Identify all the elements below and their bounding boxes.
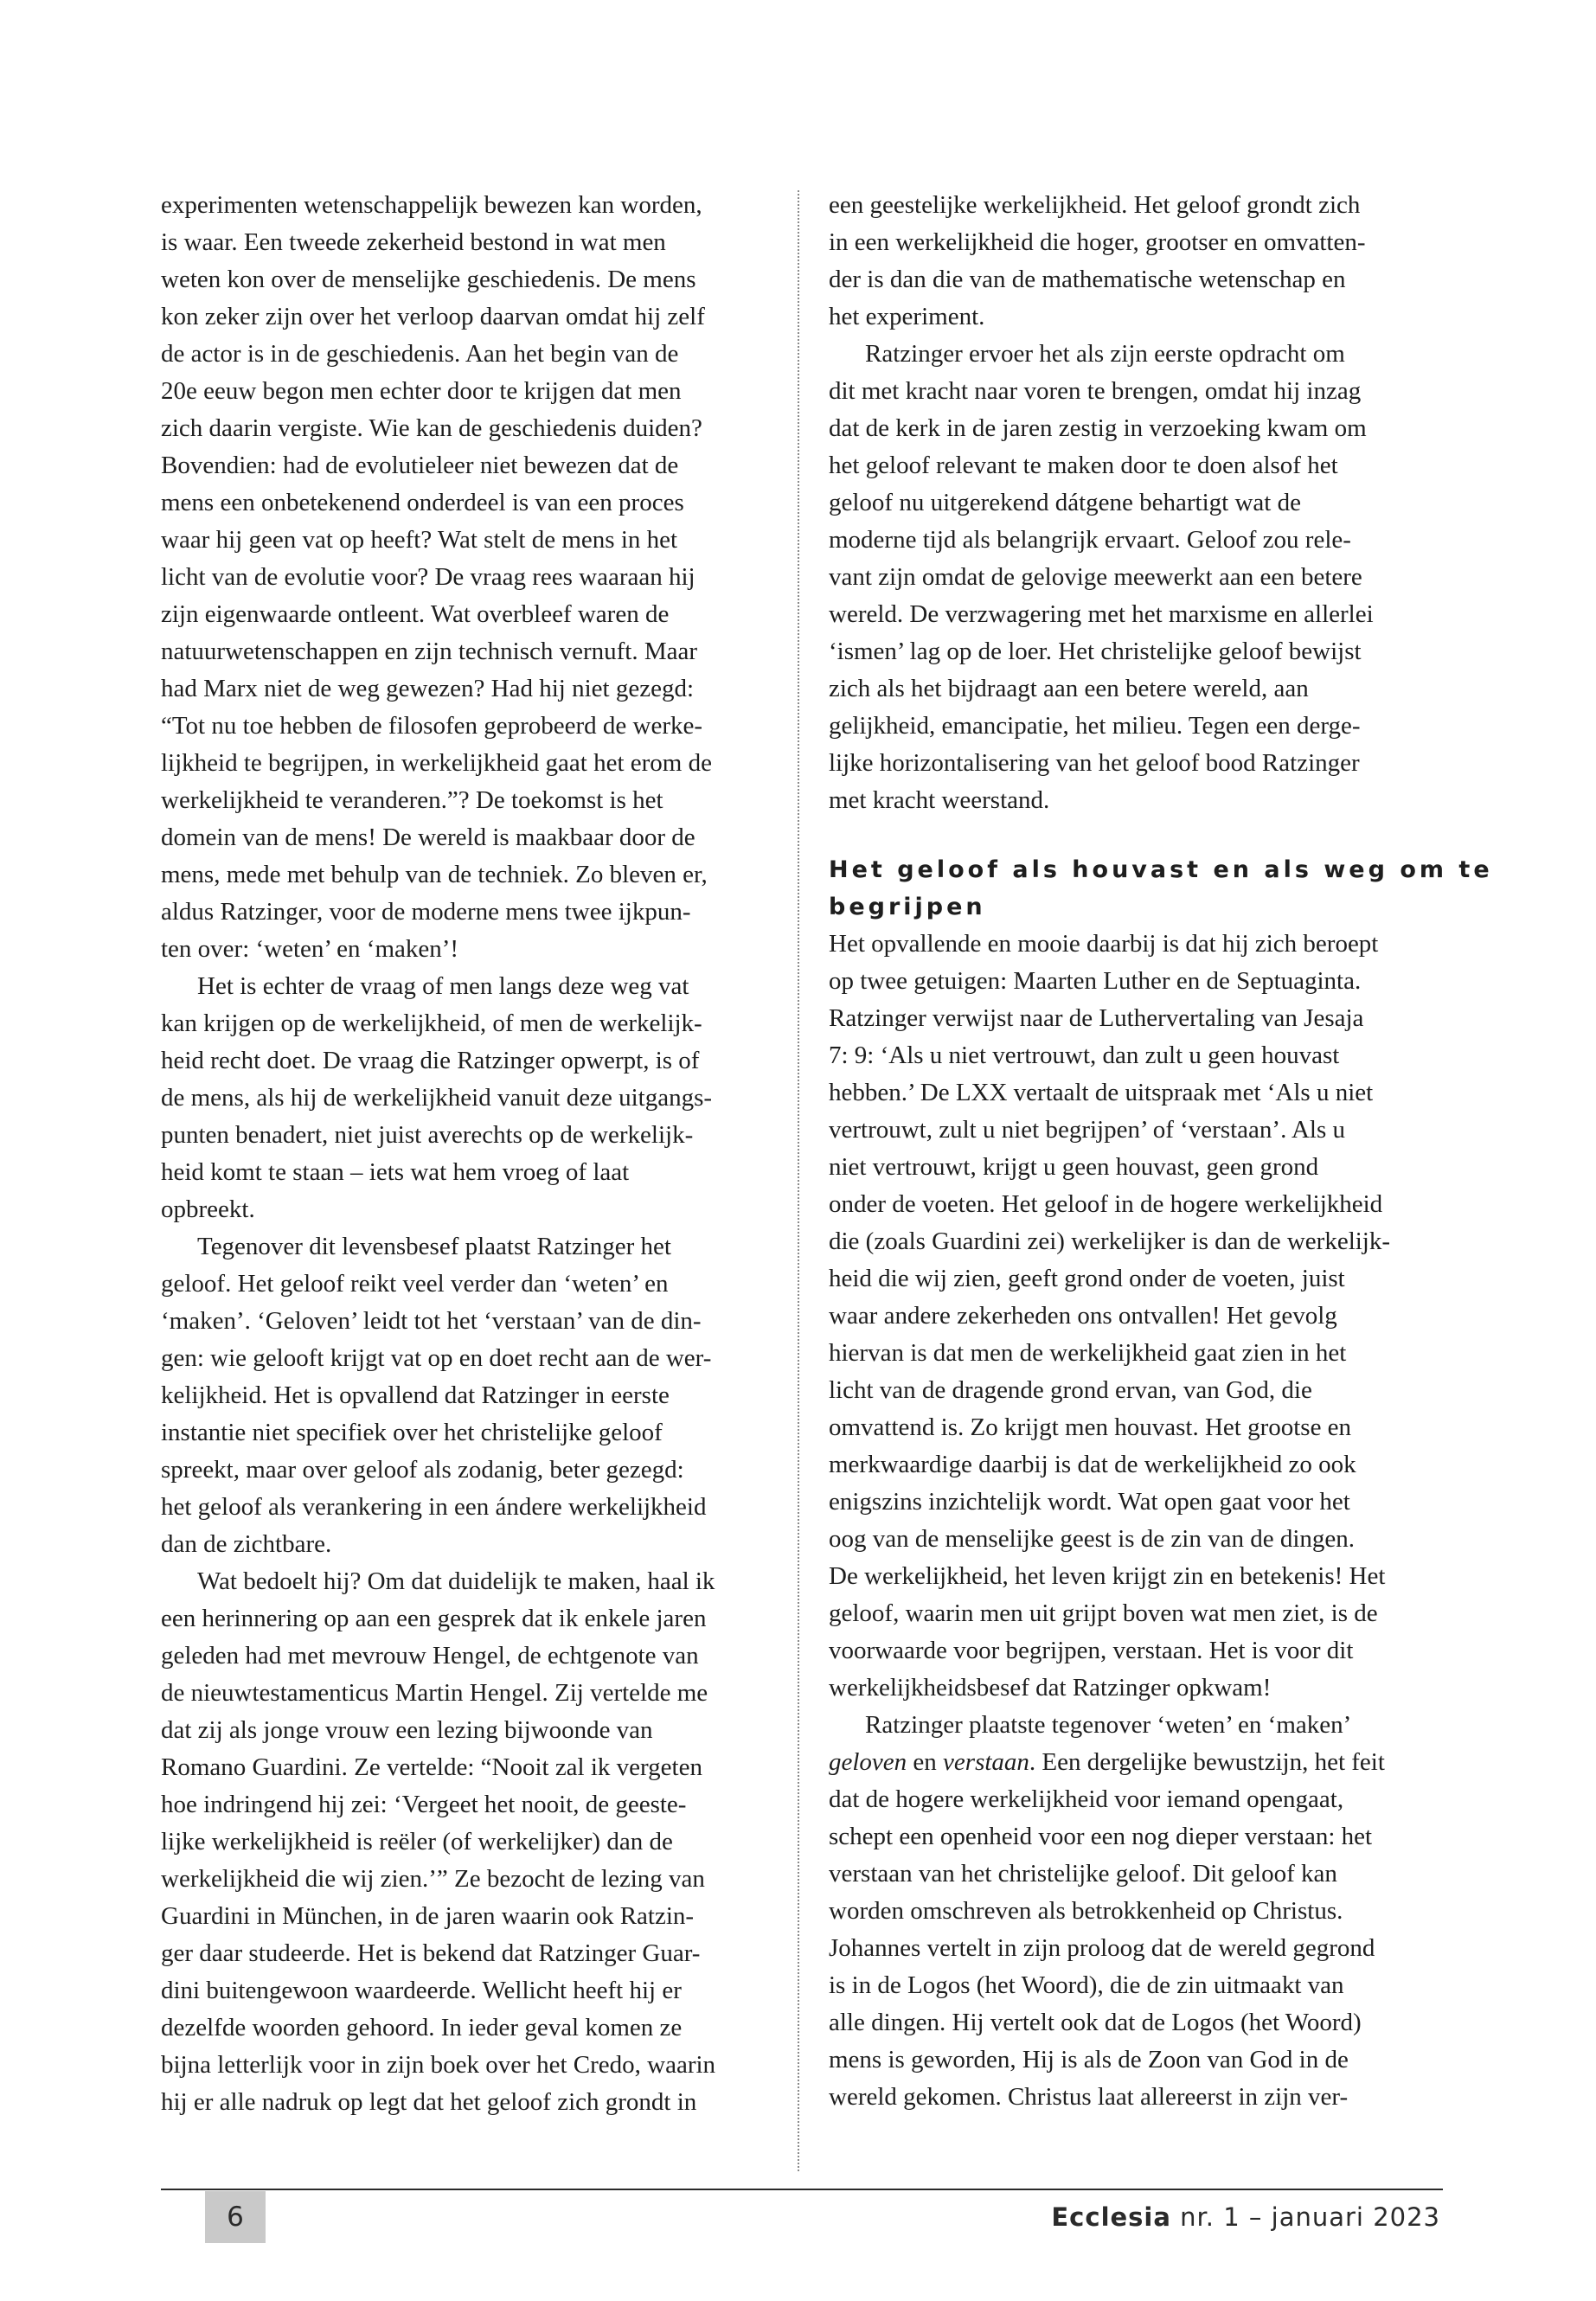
text-line: heid komt te staan – iets wat hem vroeg of laat: [161, 1158, 630, 1186]
text-line: dan de zichtbare.: [161, 1530, 332, 1558]
text-fragment: en: [907, 1748, 944, 1776]
text-line: 7: 9: ‘Als u niet vertrouwt, dan zult u geen houvast: [829, 1042, 1340, 1069]
text-line: niet vertrouwt, krijgt u geen houvast, geen grond: [829, 1153, 1319, 1181]
text-line: geloof. Het geloof reikt veel verder dan ‘weten’ en: [161, 1270, 669, 1298]
text-line: dit met kracht naar voren te brengen, omdat hij inzag: [829, 377, 1362, 405]
text-line: mens is geworden, Hij is als de Zoon van God in de: [829, 2046, 1349, 2073]
text-line: gen: wie gelooft krijgt vat op en doet recht aan de wer-: [161, 1344, 712, 1372]
text-line: dat zij als jonge vrouw een lezing bijwoonde van: [161, 1716, 653, 1744]
text-line: vant zijn omdat de gelovige meewerkt aan een betere: [829, 563, 1362, 591]
right-column-top-text: [829, 187, 1443, 819]
text-line: een geestelijke werkelijkheid. Het geloof grondt zich: [829, 191, 1361, 219]
text-line: ‘maken’. ‘Geloven’ leidt tot het ‘verstaan’ van de din-: [161, 1307, 702, 1335]
text-line: mens een onbetekenend onderdeel is van een proces: [161, 489, 684, 516]
text-line: het geloof als verankering in een ándere werkelijkheid: [161, 1493, 707, 1521]
text-line: hiervan is dat men de werkelijkheid gaat zien in het: [829, 1339, 1347, 1367]
text-line: een herinnering op aan een gesprek dat ik enkele jaren: [161, 1605, 707, 1632]
text-line: omvattend is. Zo krijgt men houvast. Het grootse en: [829, 1413, 1352, 1441]
text-line: weten kon over de menselijke geschiedenis. De mens: [161, 266, 696, 293]
text-line: werkelijkheidsbesef dat Ratzinger opkwam!: [829, 1674, 1272, 1702]
text-line: Ratzinger verwijst naar de Luthervertaling van Jesaja: [829, 1004, 1364, 1032]
text-line: Het is echter de vraag of men langs deze weg vat: [197, 972, 689, 1000]
text-line: Ratzinger plaatste tegenover ‘weten’ en ‘maken’: [865, 1711, 1352, 1739]
text-line: dezelfde woorden gehoord. In ieder geval komen ze: [161, 2014, 683, 2041]
text-line: Romano Guardini. Ze vertelde: “Nooit zal ik vergeten: [161, 1753, 702, 1781]
text-line: Wat bedoelt hij? Om dat duidelijk te maken, haal ik: [197, 1567, 715, 1595]
text-line: werkelijkheid te veranderen.”? De toekomst is het: [161, 786, 663, 814]
text-line: instantie niet specifiek over het christelijke geloof: [161, 1419, 663, 1446]
text-line: het geloof relevant te maken door te doen alsof het: [829, 452, 1338, 479]
text-line: mens, mede met behulp van de techniek. Zo bleven er,: [161, 861, 708, 888]
text-line: experimenten wetenschappelijk bewezen kan worden,: [161, 191, 702, 219]
text-line: worden omschreven als betrokkenheid op Christus.: [829, 1897, 1343, 1925]
text-line: wereld. De verzwagering met het marxisme en allerlei: [829, 600, 1374, 628]
footer-citation: [1051, 2202, 1440, 2232]
text-line: kan krijgen op de werkelijkheid, of men de werkelijk-: [161, 1009, 702, 1037]
section-gap: [829, 819, 1443, 851]
text-line: moderne tijd als belangrijk ervaart. Geloof zou rele-: [829, 526, 1351, 554]
text-line: wereld gekomen. Christus laat allereerst in zijn ver-: [829, 2083, 1349, 2111]
text-line: dat de kerk in de jaren zestig in verzoeking kwam om: [829, 414, 1367, 442]
text-line: schept een openheid voor een nog dieper verstaan: het: [829, 1823, 1373, 1850]
text-line: zich als het bijdraagt aan een betere wereld, aan: [829, 675, 1309, 702]
text-line: licht van de evolutie voor? De vraag rees waaraan hij: [161, 563, 695, 591]
section-heading-line-1: Het geloof als houvast en als weg om te: [829, 856, 1493, 883]
text-line: der is dan die van de mathematische wetenschap en: [829, 266, 1346, 293]
text-line: de nieuwtestamenticus Martin Hengel. Zij vertelde me: [161, 1679, 708, 1707]
text-line: Het opvallende en mooie daarbij is dat hij zich beroept: [829, 930, 1379, 958]
text-line: voorwaarde voor begrijpen, verstaan. Het is voor dit: [829, 1637, 1354, 1664]
text-line: dat de hogere werkelijkheid voor iemand opengaat,: [829, 1785, 1344, 1813]
text-line: waar hij geen vat op heeft? Wat stelt de mens in het: [161, 526, 678, 554]
text-line: geloof, waarin men uit grijpt boven wat men ziet, is de: [829, 1599, 1378, 1627]
text-line: ger daar studeerde. Het is bekend dat Ratzinger Guar-: [161, 1939, 701, 1967]
text-line: heid recht doet. De vraag die Ratzinger opwerpt, is of: [161, 1047, 700, 1074]
text-line: Tegenover dit levensbesef plaatst Ratzinger het: [197, 1233, 671, 1260]
text-line: de actor is in de geschiedenis. Aan het begin van de: [161, 340, 679, 368]
footer-rule: [161, 2189, 1443, 2190]
text-line: enigszins inzichtelijk wordt. Wat open gaat voor het: [829, 1488, 1350, 1516]
text-line: ‘ismen’ lag op de loer. Het christelijke geloof bewijst: [829, 638, 1362, 665]
journal-name: Ecclesia: [1051, 2202, 1171, 2232]
text-line: lijke werkelijkheid is reëler (of werkelijker) dan de: [161, 1828, 673, 1856]
text-line: kon zeker zijn over het verloop daarvan omdat hij zelf: [161, 303, 705, 330]
text-line: alle dingen. Hij vertelt ook dat de Logos (het Woord): [829, 2009, 1362, 2036]
text-line: kelijkheid. Het is opvallend dat Ratzinger in eerste: [161, 1381, 670, 1409]
text-line: domein van de mens! De wereld is maakbaar door de: [161, 824, 695, 851]
text-line: “Tot nu toe hebben de filosofen geprobeerd de werke-: [161, 712, 703, 740]
italic-word: verstaan: [943, 1748, 1029, 1776]
text-line: spreekt, maar over geloof als zodanig, beter gezegd:: [161, 1456, 684, 1484]
page-number: 6: [227, 2202, 244, 2233]
text-line: gelijkheid, emancipatie, het milieu. Tegen een derge-: [829, 712, 1361, 740]
column-divider: [798, 190, 799, 2171]
text-line: had Marx niet de weg gewezen? Had hij niet gezegd:: [161, 675, 694, 702]
text-line: is waar. Een tweede zekerheid bestond in wat men: [161, 228, 666, 256]
text-line: natuurwetenschappen en zijn technisch vernuft. Maar: [161, 638, 698, 665]
italic-word: geloven: [829, 1748, 907, 1776]
text-line: Ratzinger ervoer het als zijn eerste opdracht om: [865, 340, 1345, 368]
text-line: De werkelijkheid, het leven krijgt zin en betekenis! Het: [829, 1562, 1386, 1590]
text-line: in een werkelijkheid die hoger, grootser en omvatten-: [829, 228, 1366, 256]
text-line: [829, 1744, 1443, 1781]
text-line: licht van de dragende grond ervan, van God, die: [829, 1376, 1312, 1404]
text-line: verstaan van het christelijke geloof. Dit geloof kan: [829, 1860, 1337, 1888]
text-line: hebben.’ De LXX vertaalt de uitspraak met ‘Als u niet: [829, 1079, 1374, 1106]
section-heading-line-2: begrijpen: [829, 894, 986, 920]
text-line: hij er alle nadruk op legt dat het geloof zich grondt in: [161, 2088, 697, 2116]
text-line: vertrouwt, zult u niet begrijpen’ of ‘verstaan’. Als u: [829, 1116, 1346, 1144]
right-column: [829, 187, 1493, 2116]
text-line: zijn eigenwaarde ontleent. Wat overbleef waren de: [161, 600, 670, 628]
text-line: Guardini in München, in de jaren waarin ook Ratzin-: [161, 1902, 695, 1930]
text-line: zich daarin vergiste. Wie kan de geschiedenis duiden?: [161, 414, 702, 442]
text-line: die (zoals Guardini zei) werkelijker is dan de werkelijk-: [829, 1227, 1391, 1255]
text-line: werkelijkheid die wij zien.’” Ze bezocht de lezing van: [161, 1865, 705, 1893]
text-line: aldus Ratzinger, voor de moderne mens twee ijkpun-: [161, 898, 691, 926]
right-column-bottom-text: [829, 926, 1443, 2116]
text-line: op twee getuigen: Maarten Luther en de Septuaginta.: [829, 967, 1362, 995]
text-line: geloof nu uitgerekend dátgene behartigt wat de: [829, 489, 1301, 516]
text-line: bijna letterlijk voor in zijn boek over het Credo, waarin: [161, 2051, 716, 2079]
text-line: merkwaardige daarbij is dat de werkelijkheid zo ook: [829, 1451, 1356, 1478]
text-line: waar andere zekerheden ons ontvallen! Het gevolg: [829, 1302, 1337, 1330]
text-line: is in de Logos (het Woord), die de zin uitmaakt van: [829, 1971, 1344, 1999]
text-line: oog van de menselijke geest is de zin van de dingen.: [829, 1525, 1356, 1553]
text-line: geleden had met mevrouw Hengel, de echtgenote van: [161, 1642, 699, 1670]
text-line: Johannes vertelt in zijn proloog dat de wereld gegrond: [829, 1934, 1375, 1962]
text-line: Bovendien: had de evolutieleer niet bewezen dat de: [161, 452, 679, 479]
text-line: 20e eeuw begon men echter door te krijgen dat men: [161, 377, 682, 405]
text-line: met kracht weerstand.: [829, 786, 1050, 814]
page-number-box: [205, 2191, 266, 2243]
text-line: heid die wij zien, geeft grond onder de voeten, juist: [829, 1265, 1345, 1292]
text-line: de mens, als hij de werkelijkheid vanuit deze uitgangs-: [161, 1084, 713, 1112]
text-fragment: . Een dergelijke bewustzijn, het feit: [1029, 1748, 1385, 1776]
issue-info: nr. 1 – januari 2023: [1170, 2202, 1440, 2232]
left-column: [161, 187, 766, 2121]
section-heading: [829, 851, 1493, 926]
text-line: lijke horizontalisering van het geloof bood Ratzinger: [829, 749, 1360, 777]
text-line: punten benadert, niet juist averechts op de werkelijk-: [161, 1121, 694, 1149]
text-line: hoe indringend hij zei: ‘Vergeet het nooit, de geeste-: [161, 1791, 687, 1818]
text-line: opbreekt.: [161, 1195, 255, 1223]
text-line: dini buitengewoon waardeerde. Wellicht heeft hij er: [161, 1977, 682, 2004]
text-line: ten over: ‘weten’ en ‘maken’!: [161, 935, 459, 963]
text-line: lijkheid te begrijpen, in werkelijkheid gaat het erom de: [161, 749, 712, 777]
text-line: het experiment.: [829, 303, 985, 330]
text-line: onder de voeten. Het geloof in de hogere werkelijkheid: [829, 1190, 1383, 1218]
